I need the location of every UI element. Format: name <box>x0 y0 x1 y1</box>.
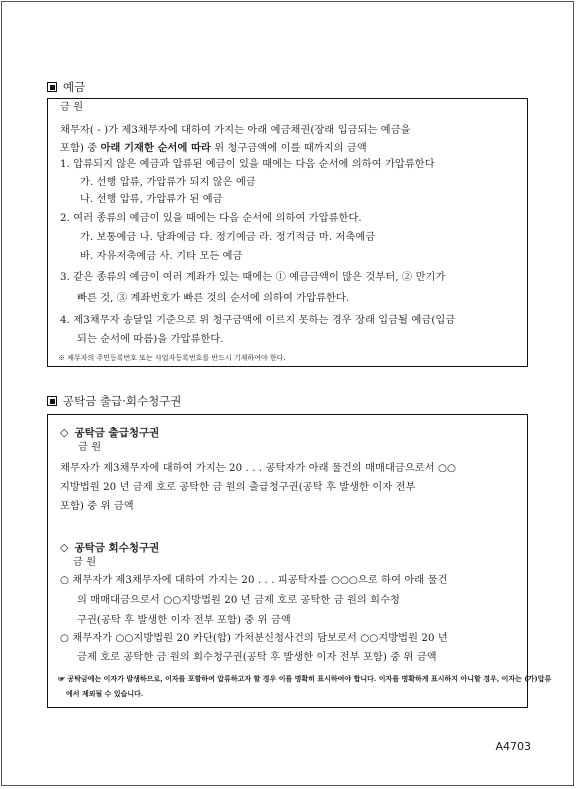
deposit-item1: 1. 압류되지 않은 예금과 압류된 예금이 있을 때에는 다음 순서에 의하여 가압류한다 <box>60 159 435 170</box>
deposit-item3-line1: 3. 같은 종류의 예금이 여러 계좌가 있는 때에는 ① 예금금액이 많은 것부터, ② 만기가 <box>60 272 446 283</box>
recovery-claim-line2: 의 매매대금으로서 ○○지방법원 20 년 금제 호로 공탁한 금 원의 회수청 <box>77 595 400 606</box>
deposit-claim-note-line2: 에서 제외될 수 있습니다. <box>66 689 144 698</box>
filled-square-icon <box>47 396 57 406</box>
diamond-icon: ◇ <box>60 541 69 554</box>
deposit-item4-line2: 되는 순서에 따름)을 가압류한다. <box>77 334 224 345</box>
recovery-claim-line3: 구권(공탁 후 발생한 이자 전부 포함) 중 위 금액 <box>77 615 291 626</box>
withdrawal-claim-line2: 지방법원 20 년 금제 호로 공탁한 금 원의 출급청구권(공탁 후 발생한 이자 전부 <box>60 482 416 493</box>
deposit-intro-line2: 포함) 중 아래 기재한 순서에 따라 위 청구금액에 이를 때까지의 금액 <box>60 142 367 154</box>
withdrawal-claim-line3: 포함) 중 위 금액 <box>60 501 134 512</box>
deposit-claim-note-line1: ☞ 공탁금에는 이자가 발생하므로, 이자를 포함하여 압류하고자 할 경우 이를 명확히 표시하여야 합니다. 이자를 명확하게 표시하지 아니할 경우, 이자는 (가)압류 <box>58 674 552 683</box>
recovery-claim-line4: ○ 채무자가 ○○지방법원 20 카단(합) 가처분신청사건의 담보로서 ○○지방법원 20 년 <box>60 633 448 644</box>
withdrawal-claim-amount: 금 원 <box>78 442 102 453</box>
filled-square-icon <box>47 82 57 92</box>
deposit-item3-line2: 빠른 것, ③ 계좌번호가 빠른 것의 순서에 의하여 가압류한다. <box>77 293 350 304</box>
recovery-claim-amount: 금 원 <box>73 557 97 568</box>
deposit-claim-section-title: 공탁금 출급·회수청구권 <box>47 393 181 409</box>
form-code: A4703 <box>495 740 531 753</box>
deposit-amount: 금 원 <box>60 102 84 113</box>
recovery-claim-line5: 금제 호로 공탁한 금 원의 회수청구권(공탁 후 발생한 이자 전부 포함) 중 위 금액 <box>77 652 437 663</box>
deposit-item2b: 바. 자유저축예금 사. 기타 모든 예금 <box>80 251 243 262</box>
deposit-item1a: 가. 선행 압류, 가압류가 되지 않은 예금 <box>80 177 256 188</box>
deposit-section-title: 예금 <box>47 79 85 95</box>
diamond-icon: ◇ <box>60 426 69 439</box>
deposit-item2: 2. 여러 종류의 예금이 있을 때에는 다음 순서에 의하여 가압류한다. <box>60 213 362 224</box>
withdrawal-claim-line1: 채무자가 제3채무자에 대하여 가지는 20 . . . 공탁자가 아래 물건의 매매대금으로서 ○○ <box>60 463 456 474</box>
withdrawal-claim-heading: ◇ 공탁금 출급청구권 <box>60 426 160 439</box>
recovery-claim-line1: ○ 채무자가 제3채무자에 대하여 가지는 20 . . . 피공탁자를 ○○○으로 하여 아래 물건 <box>60 575 448 586</box>
deposit-note: ※ 채무자의 주민등록번호 또는 사업자등록번호를 반드시 기재하여야 한다. <box>58 354 286 362</box>
deposit-item4-line1: 4. 제3채무자 송달일 기준으로 위 청구금액에 이르지 못하는 경우 장래 입금될 예금(입금 <box>60 315 456 326</box>
deposit-item2a: 가. 보통예금 나. 당좌예금 다. 정기예금 라. 정기적금 마. 저축예금 <box>80 232 376 243</box>
recovery-claim-heading: ◇ 공탁금 회수청구권 <box>60 541 160 554</box>
deposit-intro-line1: 채무자( - )가 제3채무자에 대하여 가지는 아래 예금채권(장래 입금되는 예금을 <box>60 125 411 136</box>
deposit-item1b: 나. 선행 압류, 가압류가 된 예금 <box>80 194 223 205</box>
